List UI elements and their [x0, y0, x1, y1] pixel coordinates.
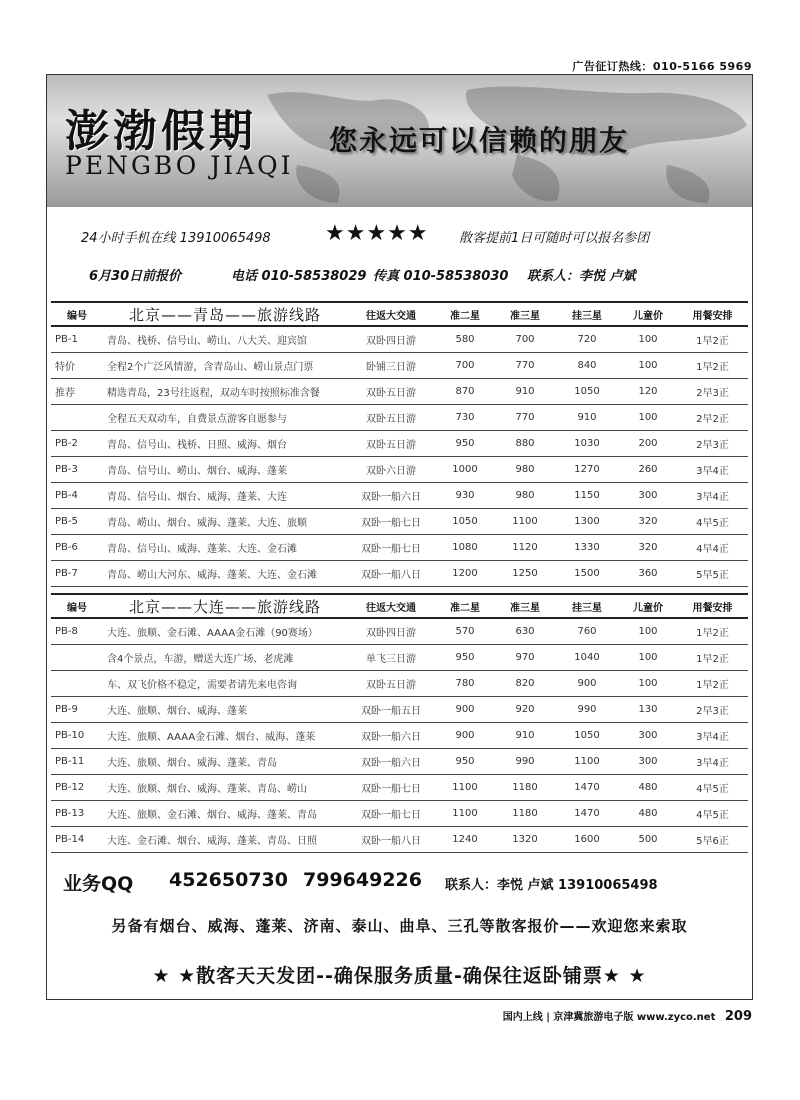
- price-3star: 920: [495, 696, 555, 722]
- fax-number: 传真 010-58538030: [373, 269, 509, 284]
- price-2star: 900: [435, 722, 495, 748]
- table-row: [51, 644, 748, 670]
- route-code: PB-1: [51, 326, 103, 352]
- header-price-2star: 准二星: [435, 302, 495, 326]
- header-price-2star: 准二星: [435, 594, 495, 618]
- table-row: [51, 326, 748, 352]
- route-code: PB-4: [51, 482, 103, 508]
- route-code: 特价: [51, 352, 103, 378]
- price-2star: 1000: [435, 456, 495, 482]
- price-3star: 910: [495, 378, 555, 404]
- price-3star: 1180: [495, 800, 555, 826]
- meal-plan: 1早2正: [677, 670, 748, 696]
- child-price: 500: [619, 826, 677, 852]
- route-transport: 双卧一船七日: [347, 534, 435, 560]
- route-description: 全程五天双动车，自费景点游客自愿参与: [103, 404, 347, 430]
- meal-plan: 1早2正: [677, 352, 748, 378]
- route-description: 含4个景点，车游，赠送大连广场、老虎滩: [103, 644, 347, 670]
- brand-name-pinyin: PENGBO JIAQI: [65, 151, 294, 180]
- child-price: 100: [619, 644, 677, 670]
- table-row: [51, 800, 748, 826]
- child-price: 360: [619, 560, 677, 586]
- qq-label: 业务QQ: [63, 873, 134, 895]
- price-3star: 770: [495, 352, 555, 378]
- qq-number-2: 799649226: [303, 869, 422, 891]
- child-price: 480: [619, 800, 677, 826]
- price-listed-3star: 1040: [555, 644, 619, 670]
- route-transport: 双卧五日游: [347, 404, 435, 430]
- star-rating-icon: ★★★★★: [325, 221, 429, 246]
- route-description: 青岛、信号山、威海、蓬莱、大连、金石滩: [103, 534, 347, 560]
- route-description: 大连、旅顺、烟台、威海、蓬莱: [103, 696, 347, 722]
- table-row: [51, 696, 748, 722]
- route-transport: 卧铺三日游: [347, 352, 435, 378]
- price-3star: 820: [495, 670, 555, 696]
- child-price: 300: [619, 722, 677, 748]
- price-2star: 700: [435, 352, 495, 378]
- price-listed-3star: 1330: [555, 534, 619, 560]
- route-transport: 双卧一船六日: [347, 482, 435, 508]
- route-description: 青岛、信号山、崂山、烟台、威海、蓬莱: [103, 456, 347, 482]
- route-description: 大连、旅顺、金石滩、烟台、威海、蓬莱、青岛: [103, 800, 347, 826]
- price-2star: 950: [435, 748, 495, 774]
- header-child-price: 儿童价: [619, 302, 677, 326]
- price-2star: 870: [435, 378, 495, 404]
- route-code: PB-7: [51, 560, 103, 586]
- header-price-listed-3star: 挂三星: [555, 302, 619, 326]
- meal-plan: 5早5正: [677, 560, 748, 586]
- table-row: [51, 560, 748, 586]
- route-code: PB-13: [51, 800, 103, 826]
- route-code: PB-8: [51, 618, 103, 644]
- price-listed-3star: 760: [555, 618, 619, 644]
- header-meals: 用餐安排: [677, 594, 748, 618]
- price-3star: 1320: [495, 826, 555, 852]
- contact-persons: 联系人：李悦 卢斌: [527, 269, 636, 284]
- price-listed-3star: 1470: [555, 774, 619, 800]
- price-3star: 770: [495, 404, 555, 430]
- price-2star: 730: [435, 404, 495, 430]
- table-row: [51, 404, 748, 430]
- qq-contact-persons: 联系人：李悦 卢斌 13910065498: [445, 878, 658, 893]
- price-2star: 1100: [435, 774, 495, 800]
- price-listed-3star: 720: [555, 326, 619, 352]
- route-code: PB-9: [51, 696, 103, 722]
- price-2star: 580: [435, 326, 495, 352]
- route-code: [51, 404, 103, 430]
- table-row: [51, 352, 748, 378]
- route-transport: 双卧五日游: [347, 670, 435, 696]
- footer-publication: 国内上线 | 京津冀旅游电子版 www.zyco.net: [502, 1012, 716, 1023]
- price-3star: 1120: [495, 534, 555, 560]
- header-meals: 用餐安排: [677, 302, 748, 326]
- header-code: 编号: [51, 302, 103, 326]
- info-line-1: [47, 223, 752, 251]
- meal-plan: 4早5正: [677, 774, 748, 800]
- table-row: [51, 722, 748, 748]
- child-price: 300: [619, 482, 677, 508]
- price-listed-3star: 1470: [555, 800, 619, 826]
- table-row: [51, 774, 748, 800]
- price-listed-3star: 1270: [555, 456, 619, 482]
- header-price-listed-3star: 挂三星: [555, 594, 619, 618]
- child-price: 100: [619, 404, 677, 430]
- table-row: [51, 378, 748, 404]
- meal-plan: 4早4正: [677, 534, 748, 560]
- header-transport: 往返大交通: [347, 302, 435, 326]
- price-listed-3star: 1050: [555, 722, 619, 748]
- price-3star: 910: [495, 722, 555, 748]
- route-description: 青岛、信号山、烟台、威海、蓬莱、大连: [103, 482, 347, 508]
- header-transport: 往返大交通: [347, 594, 435, 618]
- table-row: [51, 826, 748, 852]
- price-listed-3star: 990: [555, 696, 619, 722]
- route-description: 青岛、栈桥、信号山、崂山、八大关、迎宾馆: [103, 326, 347, 352]
- route-transport: 双卧一船七日: [347, 800, 435, 826]
- price-3star: 990: [495, 748, 555, 774]
- ad-hotline: 广告征订热线：010-5166 5969: [572, 60, 752, 73]
- route-description: 大连、旅顺、AAAA金石滩、烟台、威海、蓬莱: [103, 722, 347, 748]
- price-3star: 1100: [495, 508, 555, 534]
- price-2star: 1200: [435, 560, 495, 586]
- table-row: [51, 748, 748, 774]
- meal-plan: 4早5正: [677, 508, 748, 534]
- meal-plan: 3早4正: [677, 748, 748, 774]
- child-price: 200: [619, 430, 677, 456]
- signup-notice: 散客提前1日可随时可以报名参团: [459, 231, 650, 246]
- child-price: 320: [619, 508, 677, 534]
- price-3star: 1180: [495, 774, 555, 800]
- route-transport: 双卧一船八日: [347, 560, 435, 586]
- price-listed-3star: 1500: [555, 560, 619, 586]
- route-description: 精选青岛，23号往返程，双动车时按照标准含餐: [103, 378, 347, 404]
- route-description: 青岛、崂山、烟台、威海、蓬莱、大连、旅顺: [103, 508, 347, 534]
- route-code: [51, 644, 103, 670]
- route-transport: 双卧四日游: [347, 618, 435, 644]
- route-transport: 单飞三日游: [347, 644, 435, 670]
- meal-plan: 3早4正: [677, 456, 748, 482]
- price-listed-3star: 1300: [555, 508, 619, 534]
- price-2star: 570: [435, 618, 495, 644]
- table-row: [51, 534, 748, 560]
- table-row: [51, 508, 748, 534]
- route-description: 大连、金石滩、烟台、威海、蓬莱、青岛、日照: [103, 826, 347, 852]
- child-price: 100: [619, 618, 677, 644]
- price-3star: 880: [495, 430, 555, 456]
- meal-plan: 1早2正: [677, 644, 748, 670]
- meal-plan: 2早3正: [677, 696, 748, 722]
- price-3star: 630: [495, 618, 555, 644]
- route-description: 大连、旅顺、烟台、威海、蓬莱、青岛、崂山: [103, 774, 347, 800]
- table-row: [51, 430, 748, 456]
- route-description: 车、双飞价格不稳定，需要者请先来电咨询: [103, 670, 347, 696]
- route-transport: 双卧六日游: [347, 456, 435, 482]
- route-transport: 双卧五日游: [347, 378, 435, 404]
- table-row: [51, 482, 748, 508]
- price-2star: 950: [435, 430, 495, 456]
- slogan: 您永远可以信赖的朋友: [329, 124, 630, 157]
- phone-number: 电话 010-58538029: [231, 269, 367, 284]
- route-transport: 双卧一船七日: [347, 774, 435, 800]
- price-2star: 780: [435, 670, 495, 696]
- price-2star: 1080: [435, 534, 495, 560]
- table2-body: [51, 618, 748, 852]
- child-price: 100: [619, 670, 677, 696]
- qingdao-routes-table: [51, 301, 748, 587]
- advertisement-frame: [46, 74, 753, 1000]
- route-code: PB-12: [51, 774, 103, 800]
- route-code: PB-14: [51, 826, 103, 852]
- header-route-title: 北京——青岛——旅游线路: [103, 302, 347, 326]
- child-price: 120: [619, 378, 677, 404]
- child-price: 320: [619, 534, 677, 560]
- table-row: [51, 456, 748, 482]
- header-price-3star: 准三星: [495, 594, 555, 618]
- route-description: 全程2个广泛风情游，含青岛山、崂山景点门票: [103, 352, 347, 378]
- mobile-hotline: 24小时手机在线 13910065498: [81, 231, 271, 246]
- route-code: [51, 670, 103, 696]
- price-3star: 1250: [495, 560, 555, 586]
- price-2star: 950: [435, 644, 495, 670]
- price-3star: 980: [495, 456, 555, 482]
- price-listed-3star: 1150: [555, 482, 619, 508]
- child-price: 480: [619, 774, 677, 800]
- route-transport: 双卧一船六日: [347, 748, 435, 774]
- route-description: 青岛、崂山大河东、威海、蓬莱、大连、金石滩: [103, 560, 347, 586]
- header-route-title: 北京——大连——旅游线路: [103, 594, 347, 618]
- price-2star: 1050: [435, 508, 495, 534]
- price-listed-3star: 1050: [555, 378, 619, 404]
- child-price: 130: [619, 696, 677, 722]
- daily-departure-slogan: ★ ★散客天天发团--确保服务质量-确保往返卧铺票★ ★: [152, 965, 647, 987]
- meal-plan: 1早2正: [677, 618, 748, 644]
- banner: [47, 75, 752, 207]
- brand-name-chinese: 澎渤假期: [65, 106, 257, 157]
- table-header-row: [51, 594, 748, 618]
- qq-contact-line: [47, 869, 752, 899]
- meal-plan: 1早2正: [677, 326, 748, 352]
- price-2star: 1240: [435, 826, 495, 852]
- route-description: 大连、旅顺、烟台、威海、蓬莱、青岛: [103, 748, 347, 774]
- price-3star: 700: [495, 326, 555, 352]
- price-2star: 1100: [435, 800, 495, 826]
- more-quotes-notice: 另备有烟台、威海、蓬莱、济南、泰山、曲阜、三孔等散客报价——欢迎您来索取: [111, 917, 688, 935]
- meal-plan: 5早6正: [677, 826, 748, 852]
- price-listed-3star: 1600: [555, 826, 619, 852]
- price-listed-3star: 910: [555, 404, 619, 430]
- route-code: PB-3: [51, 456, 103, 482]
- route-transport: 双卧一船八日: [347, 826, 435, 852]
- table-row: [51, 670, 748, 696]
- route-description: 大连、旅顺、金石滩、AAAA金石滩（90赛场）: [103, 618, 347, 644]
- price-3star: 980: [495, 482, 555, 508]
- child-price: 300: [619, 748, 677, 774]
- meal-plan: 2早3正: [677, 378, 748, 404]
- header-child-price: 儿童价: [619, 594, 677, 618]
- header-price-3star: 准三星: [495, 302, 555, 326]
- table1-body: [51, 326, 748, 586]
- route-transport: 双卧一船五日: [347, 696, 435, 722]
- info-line-2: [47, 263, 752, 287]
- price-date: 6月30日前报价: [89, 269, 182, 284]
- price-listed-3star: 900: [555, 670, 619, 696]
- table-row: [51, 618, 748, 644]
- dalian-routes-table: [51, 593, 748, 853]
- price-listed-3star: 1100: [555, 748, 619, 774]
- route-description: 青岛、信号山、栈桥、日照、威海、烟台: [103, 430, 347, 456]
- child-price: 260: [619, 456, 677, 482]
- price-listed-3star: 1030: [555, 430, 619, 456]
- route-code: PB-2: [51, 430, 103, 456]
- route-transport: 双卧一船七日: [347, 508, 435, 534]
- route-transport: 双卧一船六日: [347, 722, 435, 748]
- route-code: PB-5: [51, 508, 103, 534]
- price-2star: 930: [435, 482, 495, 508]
- price-2star: 900: [435, 696, 495, 722]
- route-code: PB-10: [51, 722, 103, 748]
- route-transport: 双卧五日游: [347, 430, 435, 456]
- page-number: 209: [724, 1009, 752, 1024]
- qq-number-1: 452650730: [169, 869, 288, 891]
- route-code: 推荐: [51, 378, 103, 404]
- child-price: 100: [619, 326, 677, 352]
- header-code: 编号: [51, 594, 103, 618]
- meal-plan: 4早5正: [677, 800, 748, 826]
- price-listed-3star: 840: [555, 352, 619, 378]
- meal-plan: 3早4正: [677, 722, 748, 748]
- meal-plan: 2早2正: [677, 404, 748, 430]
- meal-plan: 3早4正: [677, 482, 748, 508]
- price-3star: 970: [495, 644, 555, 670]
- route-code: PB-11: [51, 748, 103, 774]
- meal-plan: 2早3正: [677, 430, 748, 456]
- child-price: 100: [619, 352, 677, 378]
- page-footer: [503, 1008, 752, 1024]
- route-transport: 双卧四日游: [347, 326, 435, 352]
- route-code: PB-6: [51, 534, 103, 560]
- table-header-row: [51, 302, 748, 326]
